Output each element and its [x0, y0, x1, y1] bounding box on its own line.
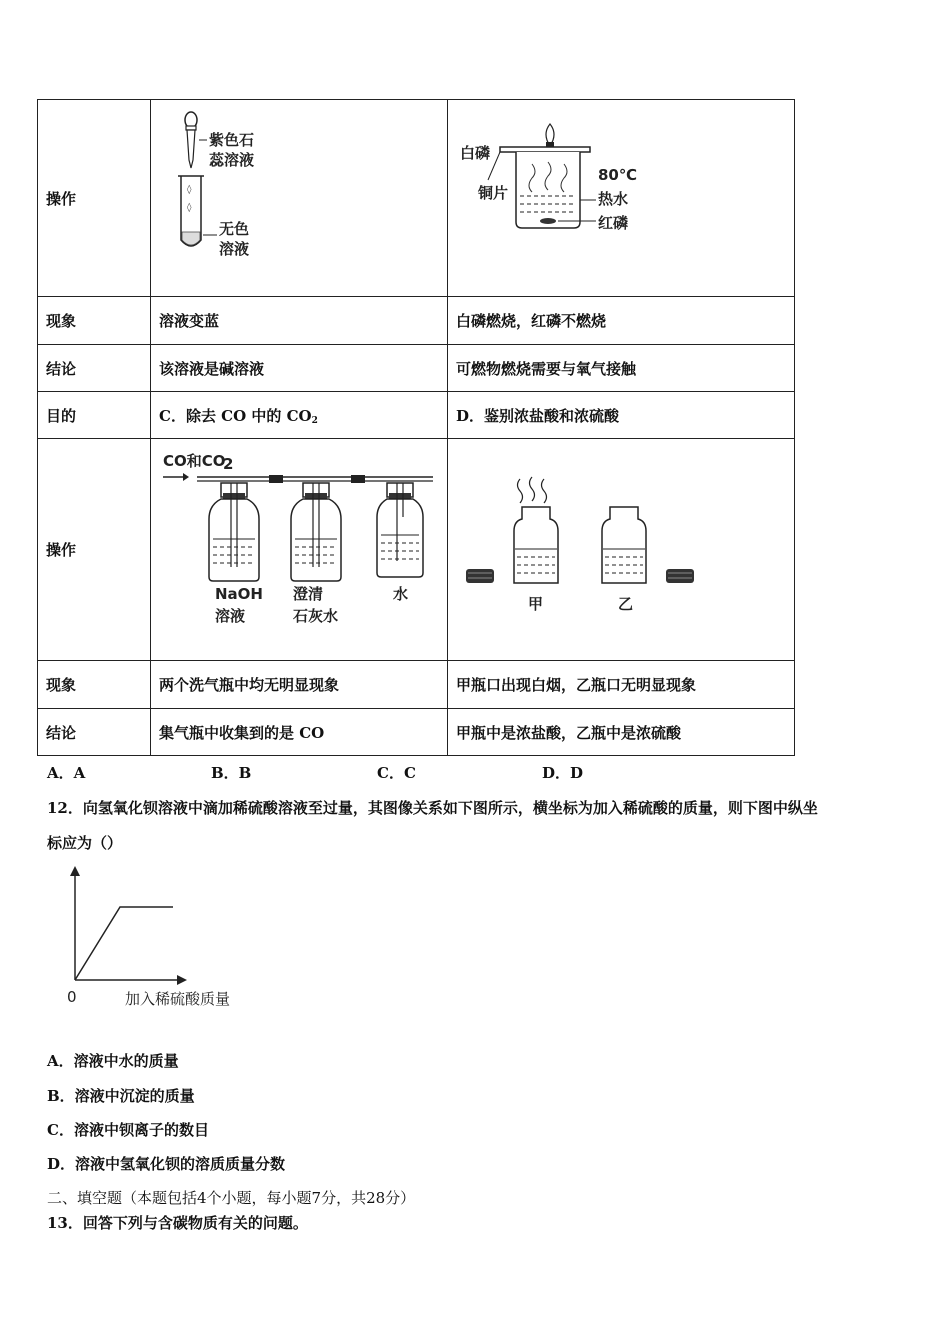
row-header-operation: 操作: [38, 100, 151, 297]
copper-plate: [500, 147, 590, 152]
combustion-diagram: [448, 100, 786, 296]
choice-c: C．C: [377, 764, 416, 782]
conclusion-d: 甲瓶中是浓盐酸，乙瓶中是浓硫酸: [448, 709, 795, 756]
dropper-tube: [187, 130, 195, 168]
yi-label: 乙: [618, 595, 634, 613]
acid-bottles-diagram: [448, 439, 786, 660]
x-axis-arrow-icon: [177, 975, 187, 985]
purpose-c: [151, 392, 448, 439]
phenomenon-a: 溶液变蓝: [151, 297, 448, 345]
figure-acid-bottles: [448, 439, 795, 661]
question-12-line-1: 12．向氢氧化钡溶液中滴加稀硫酸溶液至过量，其图像关系如下图所示，横坐标为加入稀硫酸的质量，则下图中纵坐: [47, 799, 818, 817]
purpose-c-subscript: 2: [311, 415, 318, 426]
copper-label: 铜片: [478, 184, 509, 202]
row-header-phenomenon: 现象: [38, 297, 151, 345]
purpose-d: D．鉴别浓盐酸和浓硫酸: [448, 392, 795, 439]
experiment-table: [37, 99, 795, 756]
y-axis-arrow-icon: [70, 866, 80, 876]
conclusion-b: 可燃物燃烧需要与氧气接触: [448, 345, 795, 392]
phenomenon-c: 两个洗气瓶中均无明显现象: [151, 661, 448, 709]
stopper-right: [666, 569, 694, 583]
naoh-label-2: 溶液: [215, 607, 246, 625]
figure-combustion: [448, 100, 795, 297]
white-phosphorus-label: 白磷: [460, 144, 491, 162]
phenomenon-b: 白磷燃烧，红磷不燃烧: [448, 297, 795, 345]
conclusion-a: 该溶液是碱溶液: [151, 345, 448, 392]
water-label: 水: [393, 585, 409, 603]
option-12-c: C．溶液中钡离子的数目: [47, 1121, 209, 1139]
washing-bottle-2: [291, 483, 341, 581]
graph-origin-label: 0: [67, 988, 77, 1006]
figure-litmus-test: [151, 100, 448, 297]
conclusion-c: 集气瓶中收集到的是 CO: [151, 709, 448, 756]
choice-b: B．B: [211, 764, 252, 782]
stopper-left: [466, 569, 494, 583]
option-12-b: B．溶液中沉淀的质量: [47, 1087, 195, 1105]
red-phosphorus-label: 红磷: [598, 214, 629, 232]
graph-line: [75, 907, 173, 980]
svg-text:◊: ◊: [187, 203, 192, 213]
litmus-test-diagram: [151, 100, 439, 296]
dropper-label-2: 蕊溶液: [209, 151, 255, 169]
dropper-label-1: 紫色石: [209, 131, 255, 149]
limewater-label-1: 澄清: [293, 585, 324, 603]
gas-label: CO和CO: [163, 452, 226, 470]
gas-label-subscript: 2: [223, 455, 234, 473]
row-header-conclusion-2: 结论: [38, 709, 151, 756]
question-12-line-2: 标应为（）: [47, 834, 123, 852]
choice-d: D．D: [542, 764, 584, 782]
row-header-purpose: 目的: [38, 392, 151, 439]
limewater-label-2: 石灰水: [293, 607, 339, 625]
phenomenon-d: 甲瓶口出现白烟，乙瓶口无明显现象: [448, 661, 795, 709]
svg-text:◊: ◊: [187, 185, 192, 195]
question-13: 13．回答下列与含碳物质有关的问题。: [47, 1214, 308, 1232]
option-12-a: A．溶液中水的质量: [47, 1052, 179, 1070]
row-header-operation-2: 操作: [38, 439, 151, 661]
bottle-jia: [514, 507, 558, 583]
choice-a: A．A: [47, 764, 86, 782]
figure-gas-washing: [151, 439, 448, 661]
purpose-c-text: C．除去 CO 中的 CO: [159, 406, 312, 425]
option-12-d: D．溶液中氢氧化钡的溶质质量分数: [47, 1155, 286, 1173]
temperature-label: 80℃: [598, 166, 638, 184]
tube-label-1: 无色: [219, 220, 250, 238]
row-header-phenomenon-2: 现象: [38, 661, 151, 709]
tube-label-2: 溶液: [219, 240, 250, 258]
jia-label: 甲: [528, 595, 544, 613]
naoh-label-1: NaOH: [215, 585, 263, 603]
hot-water-label: 热水: [598, 190, 629, 208]
section-2-heading: 二、填空题（本题包括4个小题，每小题7分，共28分）: [47, 1189, 416, 1207]
smoke-icon: [518, 479, 523, 503]
red-phosphorus: [540, 218, 556, 224]
q12-graph: [55, 862, 275, 1012]
row-header-conclusion: 结论: [38, 345, 151, 392]
bottle-yi: [602, 507, 646, 583]
washing-bottle-1: [209, 483, 259, 581]
graph-x-label: 加入稀硫酸质量: [125, 990, 231, 1008]
water-bottle: [377, 483, 423, 577]
gas-washing-diagram: [151, 439, 439, 660]
